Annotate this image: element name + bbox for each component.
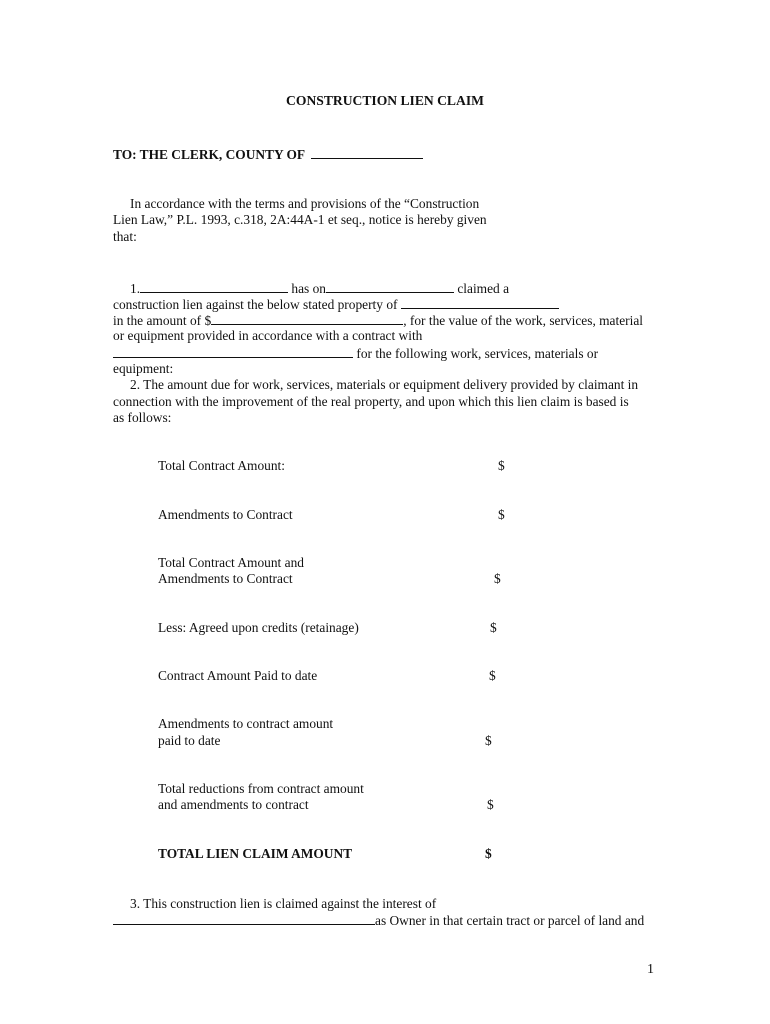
amount-row-label-2: Amendments to Contract xyxy=(158,571,293,586)
para1-line-3 xyxy=(113,312,643,329)
amount-row-label: Amendments to Contract xyxy=(158,507,293,522)
amount-row-label: Total Contract Amount: xyxy=(158,458,286,473)
para1-number: 1. xyxy=(130,281,141,296)
amount-row-label: Contract Amount Paid to date xyxy=(158,668,318,683)
para2-line-1: 2. The amount due for work, services, materials or equipment delivery provided by claimant in xyxy=(130,377,639,392)
amount-row-label-2: paid to date xyxy=(158,733,221,748)
total-lien-currency: $ xyxy=(485,846,492,861)
county-blank[interactable] xyxy=(311,146,423,159)
para1-line-2 xyxy=(113,296,559,313)
owner-blank[interactable] xyxy=(113,912,375,925)
para2-line-3: as follows: xyxy=(113,410,172,425)
para1-line-5 xyxy=(113,345,598,362)
document-title: CONSTRUCTION LIEN CLAIM xyxy=(286,93,484,108)
para3-line-1: 3. This construction lien is claimed against the interest of xyxy=(130,896,437,911)
amount-row-label: Amendments to contract amount xyxy=(158,716,334,731)
intro-line-3: that: xyxy=(113,229,137,244)
amount-row-label: Total reductions from contract amount xyxy=(158,781,364,796)
amount-of-text: in the amount of $ xyxy=(113,313,212,328)
amount-row-currency: $ xyxy=(490,620,497,635)
total-lien-label: TOTAL LIEN CLAIM AMOUNT xyxy=(158,846,353,861)
property-owner-blank[interactable] xyxy=(401,296,559,309)
para1-line-4: or equipment provided in accordance with a contract with xyxy=(113,328,423,343)
amount-row-currency: $ xyxy=(489,668,496,683)
claimed-a-text: claimed a xyxy=(457,281,510,296)
as-owner-text: as Owner in that certain tract or parcel of land and xyxy=(375,913,645,928)
value-of-work-text: , for the value of the work, services, material xyxy=(403,313,644,328)
date-blank[interactable] xyxy=(326,280,454,293)
contract-party-blank[interactable] xyxy=(113,345,353,358)
amount-row-currency: $ xyxy=(487,797,494,812)
amount-row-currency: $ xyxy=(498,458,505,473)
amount-blank[interactable] xyxy=(211,312,403,325)
amount-row-currency: $ xyxy=(498,507,505,522)
property-of-text: construction lien against the below stated property of xyxy=(113,297,398,312)
claimant-blank[interactable] xyxy=(140,280,288,293)
page-number: 1 xyxy=(647,962,654,977)
amount-row-currency: $ xyxy=(494,571,501,586)
amount-row-label: Less: Agreed upon credits (retainage) xyxy=(158,620,359,635)
has-on-text: has on xyxy=(291,281,326,296)
amount-row-label: Total Contract Amount and xyxy=(158,555,304,570)
to-clerk-line xyxy=(113,146,423,163)
intro-line-2: Lien Law,” P.L. 1993, c.318, 2A:44A-1 et seq., notice is hereby given xyxy=(113,212,487,227)
following-work-text: for the following work, services, materials or xyxy=(356,346,599,361)
para3-line-2 xyxy=(113,912,644,929)
para1-line-6: equipment: xyxy=(113,361,174,376)
amount-row-label-2: and amendments to contract xyxy=(158,797,309,812)
para1-line-1 xyxy=(130,280,509,297)
intro-line-1: In accordance with the terms and provisions of the “Construction xyxy=(130,196,480,211)
to-clerk-label: TO: THE CLERK, COUNTY OF xyxy=(113,147,305,162)
para2-line-2: connection with the improvement of the real property, and upon which this lien claim is based is xyxy=(113,394,629,409)
amount-row-currency: $ xyxy=(485,733,492,748)
